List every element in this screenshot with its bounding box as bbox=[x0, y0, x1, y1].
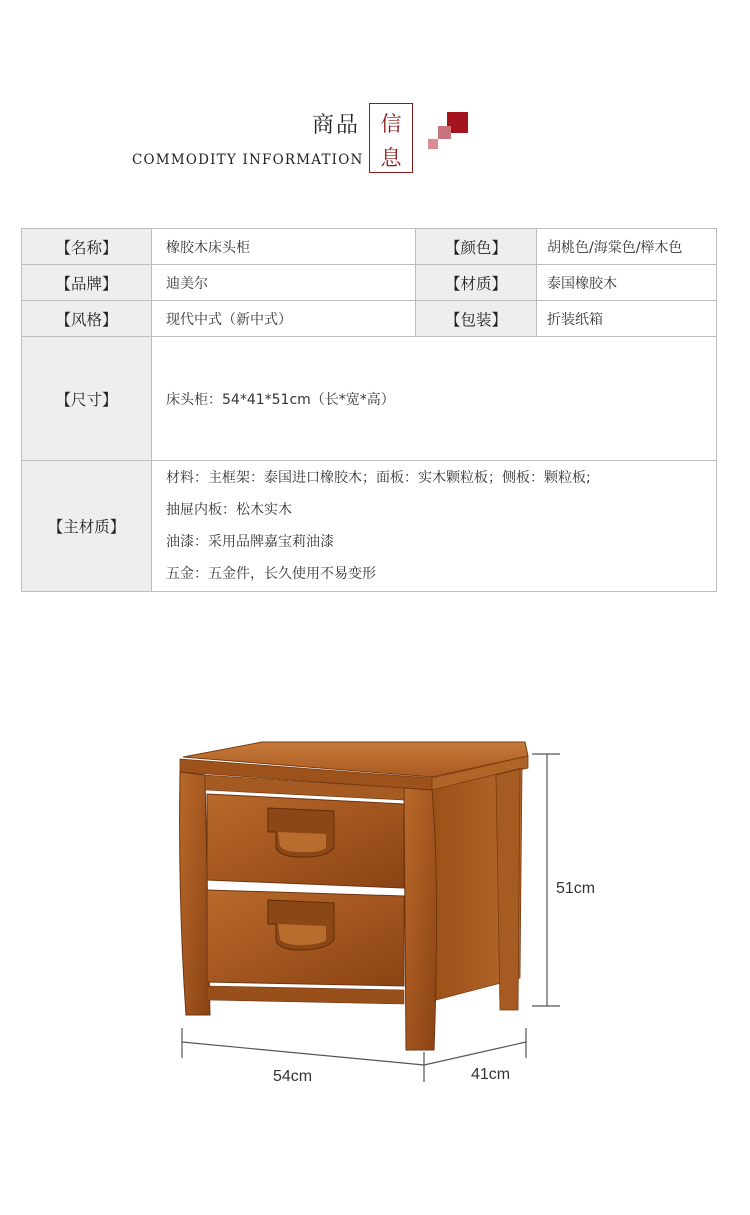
name-label: 【名称】 bbox=[22, 229, 152, 265]
decor-square-medium bbox=[438, 126, 451, 139]
decor-square-small bbox=[428, 139, 438, 149]
size-value: 床头柜：54*41*51cm（长*宽*高） bbox=[152, 337, 717, 461]
height-label: 51cm bbox=[556, 880, 596, 897]
main-material-line: 五金：五金件，长久使用不易变形 bbox=[166, 566, 376, 582]
name-value: 橡胶木床头柜 bbox=[152, 229, 416, 265]
header-title-en: COMMODITY INFORMATION bbox=[132, 152, 364, 168]
package-label: 【包装】 bbox=[416, 301, 537, 337]
table-row bbox=[22, 337, 717, 461]
size-label: 【尺寸】 bbox=[22, 337, 152, 461]
main-material-line: 油漆：采用品牌嘉宝莉油漆 bbox=[166, 534, 334, 550]
table-row bbox=[22, 229, 717, 265]
table-row bbox=[22, 301, 717, 337]
style-value: 现代中式（新中式） bbox=[152, 301, 416, 337]
table-row bbox=[22, 265, 717, 301]
depth-label: 41cm bbox=[471, 1066, 511, 1083]
main-material-cell bbox=[152, 461, 717, 592]
header-box-char-2: 息 bbox=[380, 146, 402, 170]
table-row bbox=[22, 461, 717, 592]
main-material-line: 抽屉内板：松木实木 bbox=[166, 502, 292, 518]
main-material-line: 材料：主框架：泰国进口橡胶木；面板：实木颗粒板；侧板：颗粒板; bbox=[166, 470, 591, 486]
spec-table bbox=[21, 228, 717, 592]
header-title-cn: 商品 bbox=[312, 113, 361, 138]
section-header bbox=[0, 0, 750, 200]
color-label: 【颜色】 bbox=[416, 229, 537, 265]
brand-label: 【品牌】 bbox=[22, 265, 152, 301]
material-value: 泰国橡胶木 bbox=[537, 265, 717, 301]
header-title-box bbox=[369, 103, 413, 173]
brand-value: 迪美尔 bbox=[152, 265, 416, 301]
material-label: 【材质】 bbox=[416, 265, 537, 301]
header-box-char-1: 信 bbox=[380, 112, 402, 136]
width-label: 54cm bbox=[273, 1068, 313, 1085]
package-value: 折装纸箱 bbox=[537, 301, 717, 337]
main-material-label: 【主材质】 bbox=[22, 461, 152, 592]
style-label: 【风格】 bbox=[22, 301, 152, 337]
color-value: 胡桃色/海棠色/榉木色 bbox=[537, 229, 717, 265]
nightstand-image bbox=[0, 700, 750, 1120]
